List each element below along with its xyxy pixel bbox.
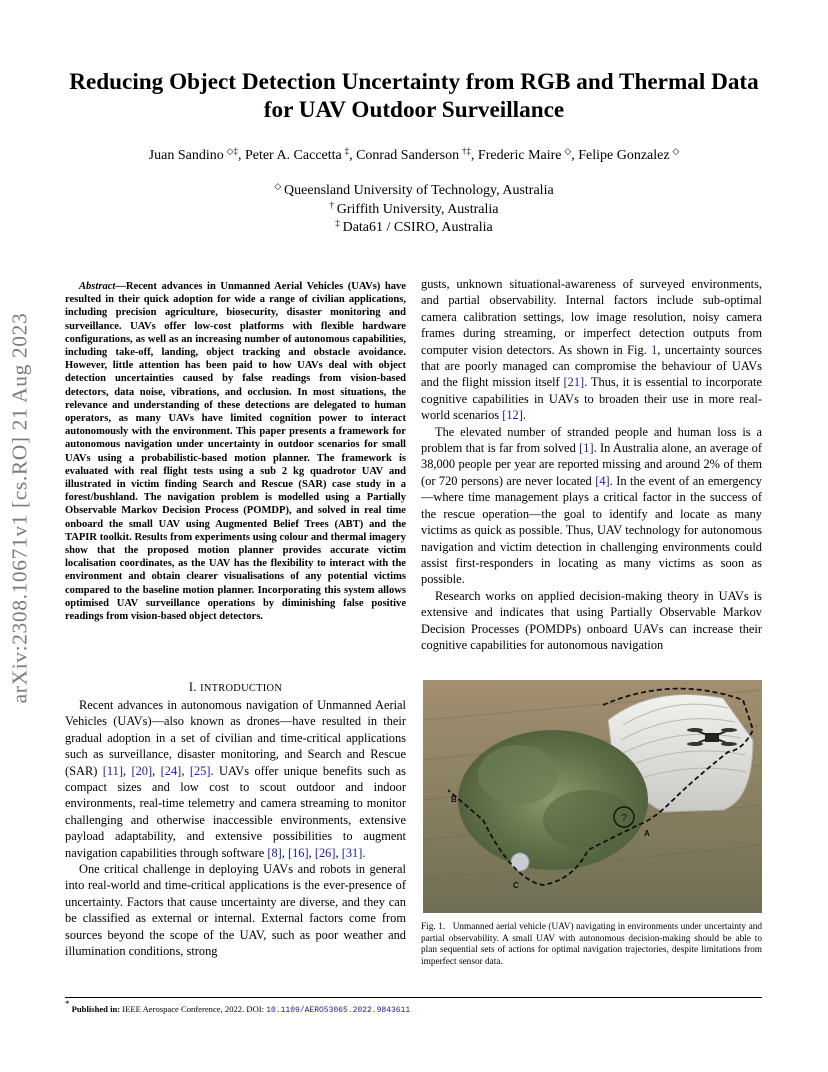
citation-link[interactable]: [25] (189, 763, 211, 778)
intro-paragraph-2: One critical challenge in deploying UAVs and robots in general into real-world and time-critical applications is the ever-presence of uncertainty. Factors that cause uncertainty are diverse, and they can be classified as external or internal. External factors come from sources beyond the scope of the UAV, such as poor weather and illumination conditions, strong (65, 862, 406, 959)
intro-right-column (421, 276, 762, 653)
author-name: Frederic Maire (477, 148, 562, 163)
paragraph-text: . UAVs offer unique benefits such as compact sizes and low cost to scout outdoor and indoor environments, real-time telemetry and camera streaming to monitor challenging and otherwise inaccessible environments, extensive payload adaptability, and extensive possibilities to augment navigation capabilities through software (65, 763, 406, 860)
waypoint-label-c: C (513, 881, 519, 890)
section-heading (65, 679, 406, 697)
citation-link[interactable]: [16] (287, 845, 309, 860)
affiliation-list (40, 182, 788, 238)
figure-link[interactable]: 1 (651, 342, 658, 357)
affiliation-mark: ‡ (335, 218, 340, 228)
author-marks: ◇ (564, 146, 572, 156)
affiliation-text: Queensland University of Technology, Australia (284, 183, 554, 198)
footnote-label: Published in: (71, 1004, 121, 1014)
citation-link[interactable]: [24] (160, 763, 182, 778)
intro-paragraph-4 (421, 424, 762, 588)
paragraph-text: , uncertainty sources that are poorly managed can compromise the behaviour of UAVs and the flight mission itself (421, 342, 762, 390)
waypoint-label-b: B (451, 795, 457, 804)
affiliation-text: Data61 / CSIRO, Australia (342, 220, 493, 235)
caption-label: Fig. 1. (421, 922, 446, 932)
author-list: Juan Sandino ◇‡, Peter A. Caccetta ‡, Conrad Sanderson †‡, Frederic Maire ◇, Felipe Gonzalez ◇ (148, 146, 680, 163)
citation-link[interactable]: [31] (341, 845, 363, 860)
citation-link[interactable]: [11] (102, 763, 123, 778)
figure-1-caption (421, 922, 762, 968)
affiliation-mark: ◇ (274, 181, 282, 191)
abstract: Abstract—Recent advances in Unmanned Aerial Vehicles (UAVs) have resulted in their quick adoption for wide a range of civilian applications, including precision agriculture, biosecurity, disaster monitoring and surveillance. UAVs offer low-cost platforms with flexible hardware configurations, as well as an increasing number of autonomous capabilities, including take-off, landing, object tracking and obstacle avoidance. However, little attention has been paid to how UAVs deal with object detection uncertainties caused by false readings from vision-based detectors, data noise, vibrations, and occlusion. In most situations, the relevance and understanding of these detections are delegated to human operators, as many UAVs have limited cognition power to interact autonomously with the environment. This paper presents a framework for autonomous navigation under uncertainty in outdoor scenarios for small UAVs using a probabilistic-based motion planner. The framework is evaluated with real flight tests using a sub 2 kg quadrotor UAV and illustrated in victim finding Search and Rescue (SAR) case study in a forest/bushland. The navigation problem is modelled using a Partially Observable Markov Decision Process (POMDP), and solved in real time onboard the small UAV using Augmented Belief Trees (ABT) and the TAPIR toolkit. Results from experiments using colour and thermal imagery show that the proposed motion planner provides accurate victim localisation coordinates, as the UAV has the flexibility to interact with the environment and obtain clearer visualisations of any potential victims compared to the baseline motion planner. Incorporating this system allows optimised UAV surveillance operations by diminishing false positive readings from vision-based object detectors. (65, 281, 406, 623)
footnote-mark: * (65, 999, 70, 1009)
waypoint-label-a: A (644, 829, 650, 838)
paragraph-text: The elevated number of stranded people and human loss is a problem that is far from solved (421, 424, 762, 456)
abstract-label: Abstract (79, 281, 116, 292)
citation-link[interactable]: [1] (579, 441, 594, 456)
author-name: Peter A. Caccetta (244, 148, 342, 163)
intro-paragraph-5: Research works on applied decision-making theory in UAVs is extensive and indicates that using Partially Observable Markov Decision Processes (POMDPs) onboard UAVs can increase their cognitive capabilities for autonomous navigation (421, 588, 762, 652)
paper-title (40, 68, 788, 124)
intro-left-column (65, 697, 406, 960)
title-line-2: for UAV Outdoor Surveillance (263, 97, 565, 123)
affiliation (40, 182, 788, 201)
intro-paragraph-1: Recent advances in autonomous navigation of Unmanned Aerial Vehicles (UAVs)—also known as drones—have resulted in their gradual adoption in a set of civilian and time-critical applications such as surveillance, disaster monitoring, and Search and Rescue (SAR) [11], [20], [24], [25]. UAVs offer unique benefits such as compact sizes and low cost to scout outdoor and indoor environments, real-time telemetry and camera streaming to monitor challenging and otherwise inaccessible environments, extensive payload adaptability, and extensive possibilities to augment navigation capabilities through software [8], [16], [26], [31]. (65, 698, 406, 860)
intro-paragraph-3: gusts, unknown situational-awareness of surveyed environments, and partial observability. Internal factors include sub-optimal camera calibration settings, low image resolution, noisy camera frames during streaming, or imperfect detection outputs from computer vision detectors. As shown in Fig. 1, uncertainty sources that are poorly managed can compromise the behaviour of UAVs and the flight mission itself [21]. Thus, it is essential to incorporate cognitive capabilities in UAVs to broaden their use in more real-world scenarios [12]. (421, 277, 762, 423)
affiliation-text: Griffith University, Australia (336, 201, 499, 217)
section-title: INTRODUCTION (200, 683, 283, 694)
paragraph-text: gusts, unknown situational-awareness of surveyed environments, and partial observability. Internal factors include sub-optimal camera calibration settings, low image resolution, noisy camera frames during streaming, or imperfect detection outputs from computer vision detectors. As shown in Fig. (421, 277, 762, 357)
citation-link[interactable]: [12] (502, 408, 523, 423)
author-marks: †‡ (461, 146, 471, 156)
arxiv-stamp-text: arXiv:2308.10671v1 [cs.RO] 21 Aug 2023 (7, 312, 32, 704)
citation-link[interactable]: [26] (314, 845, 336, 860)
author-marks: ◇ (672, 146, 680, 156)
author-name: Conrad Sanderson (356, 148, 460, 163)
affiliation (40, 201, 788, 220)
paragraph-text: . In Australia alone, an average of 38,000 people per year are reported missing and around 2% of them (or 720 persons) are never located (421, 441, 762, 488)
title-line-1: Reducing Object Detection Uncertainty from RGB and Thermal Data (69, 69, 759, 95)
uncertainty-label: ? (621, 813, 627, 824)
citation-link[interactable]: [20] (131, 763, 153, 778)
affiliation-mark: † (329, 199, 334, 210)
author-marks: ◇‡ (226, 146, 238, 156)
affiliation (40, 219, 788, 238)
section-number: I. (188, 680, 197, 694)
doi-link[interactable]: 10.1109/AERO53065.2022.9843611 (266, 1006, 411, 1015)
citation-link[interactable]: [4] (595, 473, 610, 488)
aerial-scene-illustration (423, 680, 762, 913)
footnote-divider (65, 997, 762, 998)
citation-link[interactable]: [21] (563, 375, 585, 390)
caption-text: Unmanned aerial vehicle (UAV) navigating in environments under uncertainty and partial observability. A small UAV with autonomous decision-making should be able to plan sequential sets of actions for optimal navigation trajectories, despite limitations from imperfect sensor data. (421, 922, 762, 967)
paragraph-text: Recent advances in autonomous navigation of Unmanned Aerial Vehicles (UAVs)—also known as drones—have resulted in their gradual adoption in a set of civilian and time-critical applications such as surveillance, disaster monitoring, and Search and Rescue (SAR) (65, 698, 406, 778)
author-name: Felipe Gonzalez (578, 148, 670, 163)
figure-1-image (423, 680, 762, 913)
paragraph-text: . In the event of an emergency—where time management plays a critical factor in the success of the rescue operation—the goal to identify and locate as many victims as quick as possible. Thus, UAV technology for autonomous navigation and victim detection in challenging environments could assist first-responders in locating as many victims as soon as possible. (421, 473, 762, 587)
author-marks: ‡ (344, 146, 350, 156)
abstract-text: Recent advances in Unmanned Aerial Vehicles (UAVs) have resulted in their quick adoption for wide a range of civilian applications, including precision agriculture, biosecurity, disaster monitoring and surveillance. UAVs offer low-cost platforms with flexible hardware configurations, as well as an increasing number of autonomous capabilities, including take-off, landing, object tracking and obstacle avoidance. However, little attention has been paid to how UAVs deal with object detection uncertainties caused by false readings from vision-based detectors, data noise, vibrations, and occlusion. In most situations, the relevance and understanding of these detections are delegated to human operators, as many UAVs have limited cognition power to interact autonomously with the environment. This paper presents a framework for autonomous navigation under uncertainty in outdoor scenarios for small UAVs using a probabilistic-based motion planner. The framework is evaluated with real flight tests using a sub 2 kg quadrotor UAV and illustrated in victim finding Search and Rescue (SAR) case study in a forest/bushland. The navigation problem is modelled using a Partially Observable Markov Decision Process (POMDP), and solved in real time onboard the small UAV using Augmented Belief Trees (ABT) and the TAPIR toolkit. Results from experiments using colour and thermal imagery show that the proposed motion planner provides accurate victim localisation coordinates, as the UAV has the flexibility to interact with the environment and obtain clearer visualisations of any potential victims compared to the baseline motion planner. Incorporating this system allows optimised UAV surveillance operations by diminishing false positive readings from vision-based object detectors. (65, 281, 406, 623)
footnote (65, 999, 411, 1016)
author-name: Juan Sandino (148, 148, 224, 163)
paragraph-text: . Thus, it is essential to incorporate cognitive capabilities in UAVs to broaden their use in more real-world scenarios (421, 375, 762, 423)
citation-link[interactable]: [8] (267, 845, 282, 860)
footnote-text: IEEE Aerospace Conference, 2022. DOI: (122, 1004, 267, 1014)
